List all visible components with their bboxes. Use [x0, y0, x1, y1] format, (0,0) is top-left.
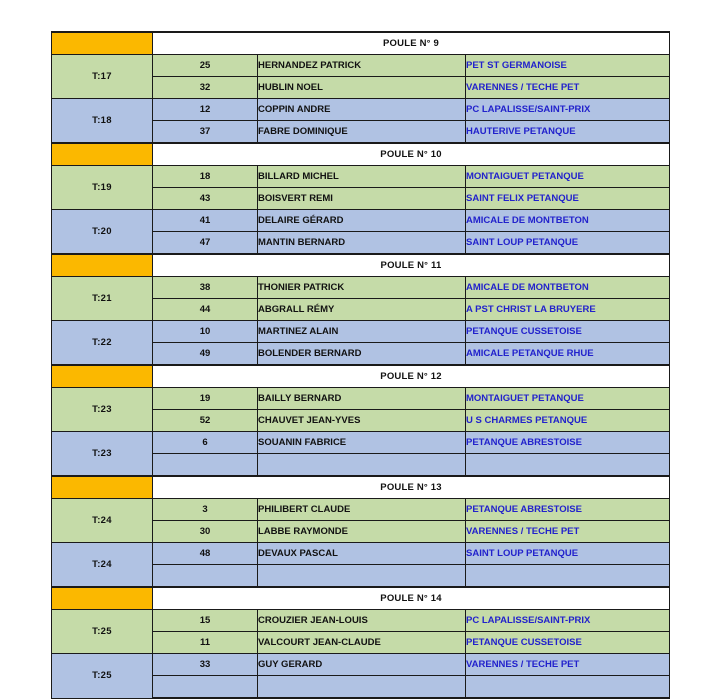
- player-name-cell: BAILLY BERNARD: [258, 388, 466, 410]
- player-club-cell: PETANQUE CUSSETOISE: [466, 632, 670, 654]
- match-time-cell: T:23: [52, 432, 153, 477]
- player-name-cell: BOISVERT REMI: [258, 188, 466, 210]
- table-row: [52, 499, 670, 521]
- player-club-cell: AMICALE PETANQUE RHUE: [466, 343, 670, 366]
- poule-header-row: [52, 476, 670, 499]
- player-number-cell: 11: [153, 632, 258, 654]
- player-name-cell: BOLENDER BERNARD: [258, 343, 466, 366]
- player-name-cell: COPPIN ANDRE: [258, 99, 466, 121]
- player-number-cell: 15: [153, 610, 258, 632]
- player-number-cell: 47: [153, 232, 258, 255]
- player-number-cell: 37: [153, 121, 258, 144]
- match-time-cell: T:21: [52, 277, 153, 321]
- player-club-cell: MONTAIGUET PETANQUE: [466, 388, 670, 410]
- player-number-cell: 52: [153, 410, 258, 432]
- match-time-cell: T:18: [52, 99, 153, 144]
- player-name-cell: GUY GERARD: [258, 654, 466, 676]
- player-number-cell: 18: [153, 166, 258, 188]
- player-number-cell: 44: [153, 299, 258, 321]
- player-number-cell: 43: [153, 188, 258, 210]
- match-time-cell: T:19: [52, 166, 153, 210]
- table-row: [52, 610, 670, 632]
- player-name-cell: [258, 454, 466, 477]
- match-time-cell: T:25: [52, 654, 153, 699]
- player-number-cell: 41: [153, 210, 258, 232]
- match-time-cell: T:25: [52, 610, 153, 654]
- poule-header-row: [52, 32, 670, 55]
- player-club-cell: SAINT LOUP PETANQUE: [466, 232, 670, 255]
- table-row: [52, 277, 670, 299]
- poule-header-tab: [52, 254, 153, 277]
- player-name-cell: BILLARD MICHEL: [258, 166, 466, 188]
- player-number-cell: 33: [153, 654, 258, 676]
- poule-title: POULE N° 11: [153, 254, 670, 277]
- player-name-cell: CROUZIER JEAN-LOUIS: [258, 610, 466, 632]
- poule-header-tab: [52, 587, 153, 610]
- player-number-cell: [153, 676, 258, 699]
- table-row: [52, 432, 670, 454]
- table-row: [52, 321, 670, 343]
- poule-title: POULE N° 9: [153, 32, 670, 55]
- player-name-cell: FABRE DOMINIQUE: [258, 121, 466, 144]
- poule-header-row: [52, 143, 670, 166]
- poules-table: [51, 31, 670, 699]
- poule-title: POULE N° 14: [153, 587, 670, 610]
- player-name-cell: MARTINEZ ALAIN: [258, 321, 466, 343]
- match-time-cell: T:23: [52, 388, 153, 432]
- poule-header-tab: [52, 32, 153, 55]
- player-name-cell: SOUANIN FABRICE: [258, 432, 466, 454]
- player-club-cell: PETANQUE CUSSETOISE: [466, 321, 670, 343]
- player-name-cell: HUBLIN NOEL: [258, 77, 466, 99]
- player-club-cell: PC LAPALISSE/SAINT-PRIX: [466, 610, 670, 632]
- player-name-cell: MANTIN BERNARD: [258, 232, 466, 255]
- player-name-cell: DEVAUX PASCAL: [258, 543, 466, 565]
- poule-header-row: [52, 254, 670, 277]
- player-name-cell: LABBE RAYMONDE: [258, 521, 466, 543]
- player-club-cell: VARENNES / TECHE PET: [466, 521, 670, 543]
- player-club-cell: SAINT LOUP PETANQUE: [466, 543, 670, 565]
- player-club-cell: MONTAIGUET PETANQUE: [466, 166, 670, 188]
- player-number-cell: [153, 565, 258, 588]
- match-time-cell: T:17: [52, 55, 153, 99]
- table-row: [52, 99, 670, 121]
- player-number-cell: [153, 454, 258, 477]
- player-club-cell: [466, 676, 670, 699]
- poule-header-row: [52, 587, 670, 610]
- player-name-cell: VALCOURT JEAN-CLAUDE: [258, 632, 466, 654]
- player-number-cell: 48: [153, 543, 258, 565]
- player-number-cell: 49: [153, 343, 258, 366]
- player-club-cell: PETANQUE ABRESTOISE: [466, 432, 670, 454]
- player-number-cell: 32: [153, 77, 258, 99]
- player-club-cell: PET ST GERMANOISE: [466, 55, 670, 77]
- player-club-cell: HAUTERIVE PETANQUE: [466, 121, 670, 144]
- player-number-cell: 3: [153, 499, 258, 521]
- poule-header-tab: [52, 476, 153, 499]
- table-row: [52, 210, 670, 232]
- player-club-cell: A PST CHRIST LA BRUYERE: [466, 299, 670, 321]
- poule-header-tab: [52, 143, 153, 166]
- poule-header-tab: [52, 365, 153, 388]
- player-club-cell: [466, 565, 670, 588]
- table-row: [52, 543, 670, 565]
- player-club-cell: SAINT FELIX PETANQUE: [466, 188, 670, 210]
- match-time-cell: T:20: [52, 210, 153, 255]
- table-row: [52, 654, 670, 676]
- player-club-cell: VARENNES / TECHE PET: [466, 77, 670, 99]
- player-name-cell: ABGRALL RÉMY: [258, 299, 466, 321]
- player-number-cell: 10: [153, 321, 258, 343]
- player-club-cell: AMICALE DE MONTBETON: [466, 277, 670, 299]
- player-name-cell: CHAUVET JEAN-YVES: [258, 410, 466, 432]
- match-time-cell: T:24: [52, 543, 153, 588]
- player-number-cell: 19: [153, 388, 258, 410]
- player-number-cell: 6: [153, 432, 258, 454]
- player-club-cell: PETANQUE ABRESTOISE: [466, 499, 670, 521]
- table-row: [52, 166, 670, 188]
- poule-title: POULE N° 10: [153, 143, 670, 166]
- draw-sheet: [51, 31, 669, 699]
- player-name-cell: PHILIBERT CLAUDE: [258, 499, 466, 521]
- player-name-cell: THONIER PATRICK: [258, 277, 466, 299]
- poule-header-row: [52, 365, 670, 388]
- player-name-cell: [258, 565, 466, 588]
- player-club-cell: U S CHARMES PETANQUE: [466, 410, 670, 432]
- table-row: [52, 55, 670, 77]
- player-number-cell: 12: [153, 99, 258, 121]
- poule-title: POULE N° 12: [153, 365, 670, 388]
- poule-title: POULE N° 13: [153, 476, 670, 499]
- match-time-cell: T:24: [52, 499, 153, 543]
- player-number-cell: 30: [153, 521, 258, 543]
- player-name-cell: HERNANDEZ PATRICK: [258, 55, 466, 77]
- player-number-cell: 25: [153, 55, 258, 77]
- player-club-cell: PC LAPALISSE/SAINT-PRIX: [466, 99, 670, 121]
- table-row: [52, 388, 670, 410]
- player-name-cell: DELAIRE GÉRARD: [258, 210, 466, 232]
- player-club-cell: [466, 454, 670, 477]
- player-club-cell: VARENNES / TECHE PET: [466, 654, 670, 676]
- player-number-cell: 38: [153, 277, 258, 299]
- player-club-cell: AMICALE DE MONTBETON: [466, 210, 670, 232]
- player-name-cell: [258, 676, 466, 699]
- match-time-cell: T:22: [52, 321, 153, 366]
